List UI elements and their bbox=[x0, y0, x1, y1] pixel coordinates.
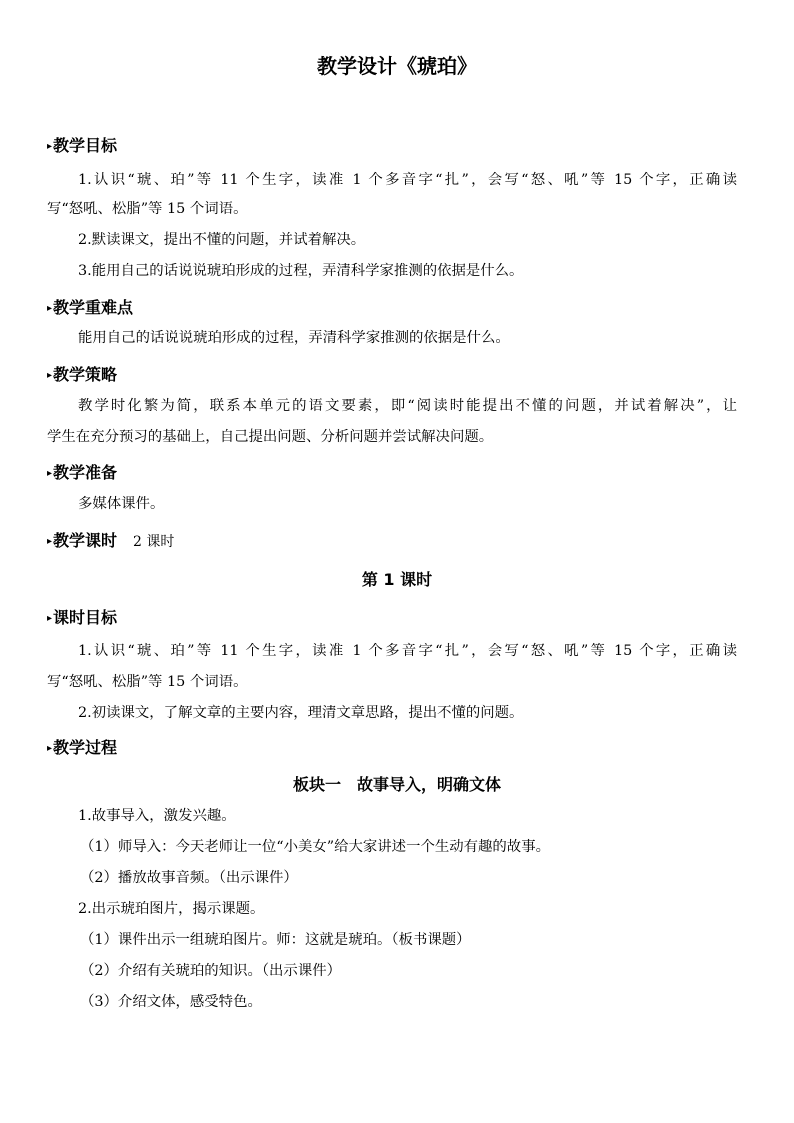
section-heading-strategy: ▸教学策略 bbox=[47, 365, 118, 384]
section-heading-teaching-goals: ▸教学目标 bbox=[47, 136, 118, 155]
lesson-goal-2: 2.初读课文，了解文章的主要内容，理清文章思路，提出不懂的问题。 bbox=[78, 705, 524, 721]
key-points-text: 能用自己的话说说琥珀形成的过程，弄清科学家推测的依据是什么。 bbox=[78, 330, 510, 346]
triangle-bullet-icon: ▸ bbox=[47, 613, 53, 624]
goal-2: 2.默读课文，提出不懂的问题，并试着解决。 bbox=[78, 232, 366, 248]
process-step-1: 1.故事导入，激发兴趣。 bbox=[78, 808, 236, 824]
triangle-bullet-icon: ▸ bbox=[47, 141, 53, 152]
section-heading-key-points: ▸教学重难点 bbox=[47, 298, 134, 317]
goal-1-line-2: 写“怒吼、松脂”等 15 个词语。 bbox=[47, 201, 248, 217]
process-step-2-3: （3）介绍文体，感受特色。 bbox=[80, 994, 262, 1010]
goal-3: 3.能用自己的话说说琥珀形成的过程，弄清科学家推测的依据是什么。 bbox=[78, 263, 524, 279]
lesson-1-heading: 第 1 课时 bbox=[361, 570, 433, 589]
process-step-2-2: （2）介绍有关琥珀的知识。（出示课件） bbox=[80, 963, 341, 979]
process-step-2-1: （1）课件出示一组琥珀图片。师：这就是琥珀。（板书课题） bbox=[80, 932, 471, 948]
process-step-1-2: （2）播放故事音频。（出示课件） bbox=[80, 870, 298, 886]
section-heading-preparation: ▸教学准备 bbox=[47, 463, 118, 482]
section-heading-process: ▸教学过程 bbox=[47, 738, 118, 757]
lesson-goal-1-line-1: 1.认识“琥、珀”等 11 个生字，读准 1 个多音字“扎”，会写“怒、吼”等 15 个字，正确读 bbox=[78, 643, 737, 659]
process-step-1-1: （1）师导入：今天老师让一位“小美女”给大家讲述一个生动有趣的故事。 bbox=[80, 839, 550, 855]
triangle-bullet-icon: ▸ bbox=[47, 536, 53, 547]
triangle-bullet-icon: ▸ bbox=[47, 743, 53, 754]
preparation-text: 多媒体课件。 bbox=[78, 496, 165, 512]
triangle-bullet-icon: ▸ bbox=[47, 303, 53, 314]
process-step-2: 2.出示琥珀图片，揭示课题。 bbox=[78, 901, 265, 917]
block-1-heading: 板块一 故事导入，明确文体 bbox=[292, 775, 501, 794]
class-hours-value: 2 课时 bbox=[133, 534, 175, 550]
strategy-line-2: 学生在充分预习的基础上，自己提出问题、分析问题并尝试解决问题。 bbox=[47, 429, 494, 445]
triangle-bullet-icon: ▸ bbox=[47, 370, 53, 381]
section-heading-class-hours: ▸教学课时 2 课时 bbox=[47, 531, 175, 550]
strategy-line-1: 教学时化繁为简，联系本单元的语文要素，即“阅读时能提出不懂的问题，并试着解决”，让 bbox=[78, 398, 737, 414]
page-title: 教学设计《琥珀》 bbox=[317, 54, 477, 78]
goal-1-line-1: 1.认识“琥、珀”等 11 个生字，读准 1 个多音字“扎”，会写“怒、吼”等 15 个字，正确读 bbox=[78, 172, 737, 188]
lesson-goal-1-line-2: 写“怒吼、松脂”等 15 个词语。 bbox=[47, 674, 248, 690]
section-heading-lesson-goals: ▸课时目标 bbox=[47, 608, 118, 627]
triangle-bullet-icon: ▸ bbox=[47, 468, 53, 479]
